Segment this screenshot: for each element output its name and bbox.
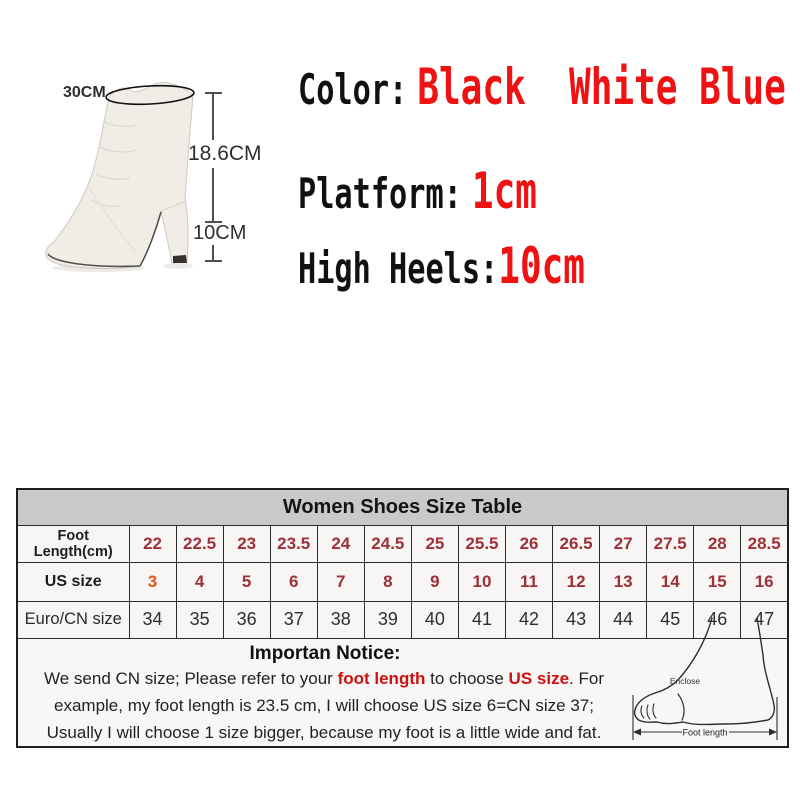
foot-length-cell: 22.5 xyxy=(176,525,223,562)
euro-cn-cell: 39 xyxy=(364,601,411,638)
euro-cn-cell: 38 xyxy=(317,601,364,638)
color-label: Color: xyxy=(298,65,408,114)
euro-cn-cell: 36 xyxy=(223,601,270,638)
foot-length-cell: 28 xyxy=(694,525,741,562)
foot-length-cell: 27.5 xyxy=(647,525,694,562)
foot-length-cell: 24 xyxy=(317,525,364,562)
platform-label: Platform: xyxy=(298,169,462,218)
notice-text xyxy=(25,665,623,746)
us-size-cell: 15 xyxy=(694,562,741,601)
euro-cn-cell: 35 xyxy=(176,601,223,638)
us-size-cell: 4 xyxy=(176,562,223,601)
spec-line-high-heels xyxy=(298,237,585,295)
foot-length-cell: 26 xyxy=(506,525,553,562)
notice-us-size-highlight: US size xyxy=(508,668,570,688)
us-size-cell: 10 xyxy=(458,562,505,601)
euro-cn-cell: 45 xyxy=(647,601,694,638)
enclose-label: Enclose xyxy=(669,676,701,686)
foot-length-cell: 28.5 xyxy=(741,525,788,562)
heel-shadow xyxy=(163,263,193,269)
spec-line-color xyxy=(298,58,786,116)
foot-outline xyxy=(635,618,775,725)
toe-lines xyxy=(641,704,656,719)
boot-outline xyxy=(46,83,193,269)
dim-line-shaft-lower xyxy=(212,168,214,222)
euro-cn-cell: 41 xyxy=(458,601,505,638)
euro-cn-cell: 43 xyxy=(553,601,600,638)
us-size-cell: 6 xyxy=(270,562,317,601)
dim-line-heel xyxy=(212,245,214,261)
foot-length-row xyxy=(17,525,788,562)
foot-length-label: Foot length xyxy=(682,727,728,738)
euro-cn-cell: 44 xyxy=(600,601,647,638)
notice-seg3: to choose xyxy=(425,668,509,688)
euro-cn-cell: 40 xyxy=(411,601,458,638)
foot-length-cell: 23 xyxy=(223,525,270,562)
notice-seg5: . For example, my foot length is 23.5 cm, I will choose US size 6=CN size 37; Usually I will choose 1 size bigger, because my foot is a little wide and fat. xyxy=(46,668,604,742)
us-size-row xyxy=(17,562,788,601)
heel-tip xyxy=(173,255,187,263)
us-size-cell: 16 xyxy=(741,562,788,601)
opening-measurement-label: 30CM xyxy=(63,84,106,101)
euro-cn-row-label: Euro/CN size xyxy=(17,601,129,638)
us-size-cell: 12 xyxy=(553,562,600,601)
us-size-cell: 9 xyxy=(411,562,458,601)
notice-foot-length-highlight: foot length xyxy=(337,668,426,688)
dim-line-shaft-upper xyxy=(212,92,214,140)
boot-product-image xyxy=(28,52,208,277)
spec-line-platform xyxy=(298,162,537,220)
color-value: Black White Blue xyxy=(417,58,786,116)
us-size-cell: 5 xyxy=(223,562,270,601)
euro-cn-cell: 46 xyxy=(694,601,741,638)
notice-seg1: We send CN size; Please refer to your xyxy=(44,668,338,688)
euro-cn-cell: 47 xyxy=(741,601,788,638)
shaft-height-label: 18.6CM xyxy=(188,142,262,165)
platform-value: 1cm xyxy=(471,162,537,220)
us-size-cell: 7 xyxy=(317,562,364,601)
us-size-cell: 8 xyxy=(364,562,411,601)
foot-length-row-label: Foot Length(cm) xyxy=(17,525,129,562)
foot-length-cell: 23.5 xyxy=(270,525,317,562)
foot-measure-diagram xyxy=(622,610,792,748)
foot-length-cell: 26.5 xyxy=(553,525,600,562)
high-heels-label: High Heels: xyxy=(298,244,499,293)
size-table-title: Women Shoes Size Table xyxy=(17,489,788,525)
foot-length-cell: 27 xyxy=(600,525,647,562)
euro-cn-cell: 42 xyxy=(506,601,553,638)
us-size-row-label: US size xyxy=(17,562,129,601)
euro-cn-cell: 37 xyxy=(270,601,317,638)
us-size-cell: 11 xyxy=(506,562,553,601)
high-heels-value: 10cm xyxy=(498,237,585,295)
us-size-cell: 14 xyxy=(647,562,694,601)
notice-title: Importan Notice: xyxy=(249,642,401,664)
heel-height-label: 10CM xyxy=(193,222,247,244)
ball-of-foot-curve xyxy=(678,694,684,720)
arrowhead-right xyxy=(769,729,777,736)
foot-length-cell: 25 xyxy=(411,525,458,562)
foot-length-cell: 22 xyxy=(129,525,176,562)
foot-length-cell: 24.5 xyxy=(364,525,411,562)
dim-cap-bottom xyxy=(205,260,222,262)
arrowhead-left xyxy=(633,729,641,736)
us-size-cell: 3 xyxy=(129,562,176,601)
euro-cn-cell: 34 xyxy=(129,601,176,638)
us-size-cell: 13 xyxy=(600,562,647,601)
foot-length-cell: 25.5 xyxy=(458,525,505,562)
